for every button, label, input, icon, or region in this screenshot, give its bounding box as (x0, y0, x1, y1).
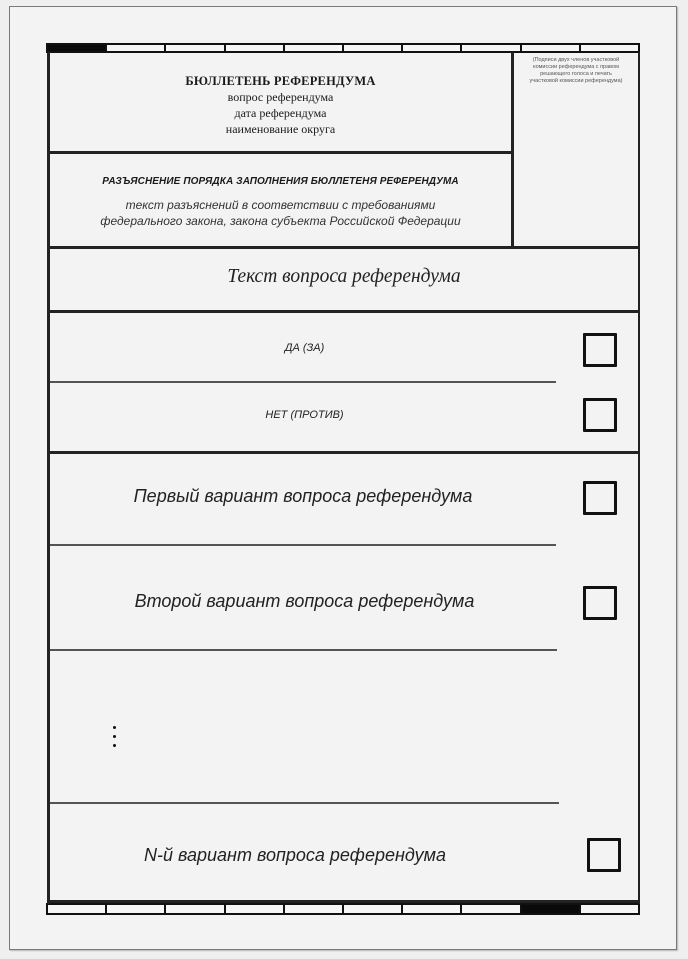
option-n-label: N-й вариант вопроса референдума (144, 845, 446, 865)
answer-yes-checkbox[interactable] (583, 333, 617, 367)
strip-segment (105, 45, 164, 51)
option-2-checkbox[interactable] (583, 586, 617, 620)
signature-note-line: (Подписи двух членов участковой (532, 57, 620, 63)
section-divider (47, 310, 640, 313)
signature-box (514, 57, 638, 85)
district-name-label: наименование округа (225, 122, 336, 136)
row-divider (50, 544, 556, 546)
answer-no-checkbox[interactable] (583, 398, 617, 432)
strip-segment-black (520, 905, 579, 913)
strip-segment (401, 905, 460, 913)
signature-note-line: решающего голоса и печать (540, 71, 612, 77)
option-n-checkbox[interactable] (587, 838, 621, 872)
strip-segment (460, 45, 519, 51)
ellipsis-vertical-icon (113, 726, 117, 753)
referendum-question-text: Текст вопроса референдума (227, 266, 461, 287)
instructions-heading: РАЗЪЯСНЕНИЕ ПОРЯДКА ЗАПОЛНЕНИЯ БЮЛЛЕТЕНЯ РЕФЕРЕНДУМА (102, 176, 459, 187)
referendum-date-label: дата референдума (234, 106, 327, 120)
strip-segment (342, 905, 401, 913)
section-divider (47, 246, 640, 249)
signature-note-line: участковой комиссии референдума) (529, 78, 623, 84)
referendum-question-label: вопрос референдума (227, 90, 334, 104)
strip-segment (164, 905, 223, 913)
strip-segment (401, 45, 460, 51)
option-1-label: Первый вариант вопроса референдума (133, 486, 473, 506)
answer-yes-label: ДА (ЗА) (284, 342, 325, 354)
instructions-text: федерального закона, закона субъекта Российской Федерации (100, 214, 461, 228)
ballot-frame-right (638, 52, 640, 904)
strip-segment (48, 905, 105, 913)
option-1-checkbox[interactable] (583, 481, 617, 515)
row-divider (50, 802, 559, 804)
ballot-header (50, 74, 511, 137)
strip-segment (283, 905, 342, 913)
strip-segment (224, 905, 283, 913)
instructions-text: текст разъяснений в соответствии с требованиями (125, 198, 436, 212)
option-2-label: Второй вариант вопроса референдума (134, 591, 475, 611)
row-divider (50, 649, 557, 651)
ballot-page (9, 6, 677, 950)
strip-segment (283, 45, 342, 51)
strip-segment (460, 905, 519, 913)
strip-segment (342, 45, 401, 51)
strip-segment (579, 45, 638, 51)
strip-segment (520, 45, 579, 51)
top-registration-strip (46, 43, 640, 53)
strip-segment (224, 45, 283, 51)
section-divider (47, 451, 640, 454)
strip-segment (105, 905, 164, 913)
strip-segment-black (48, 45, 105, 51)
strip-segment (164, 45, 223, 51)
ballot-title: БЮЛЛЕТЕНЬ РЕФЕРЕНДУМА (185, 74, 376, 88)
bottom-registration-strip (46, 903, 640, 915)
header-divider (47, 151, 513, 154)
strip-segment (579, 905, 638, 913)
signature-note-line: комиссии референдума с правом (533, 64, 619, 70)
instructions-section (50, 176, 511, 229)
answer-no-label: НЕТ (ПРОТИВ) (265, 409, 344, 421)
row-divider (50, 381, 556, 383)
ballot-frame-bottom (47, 900, 640, 903)
